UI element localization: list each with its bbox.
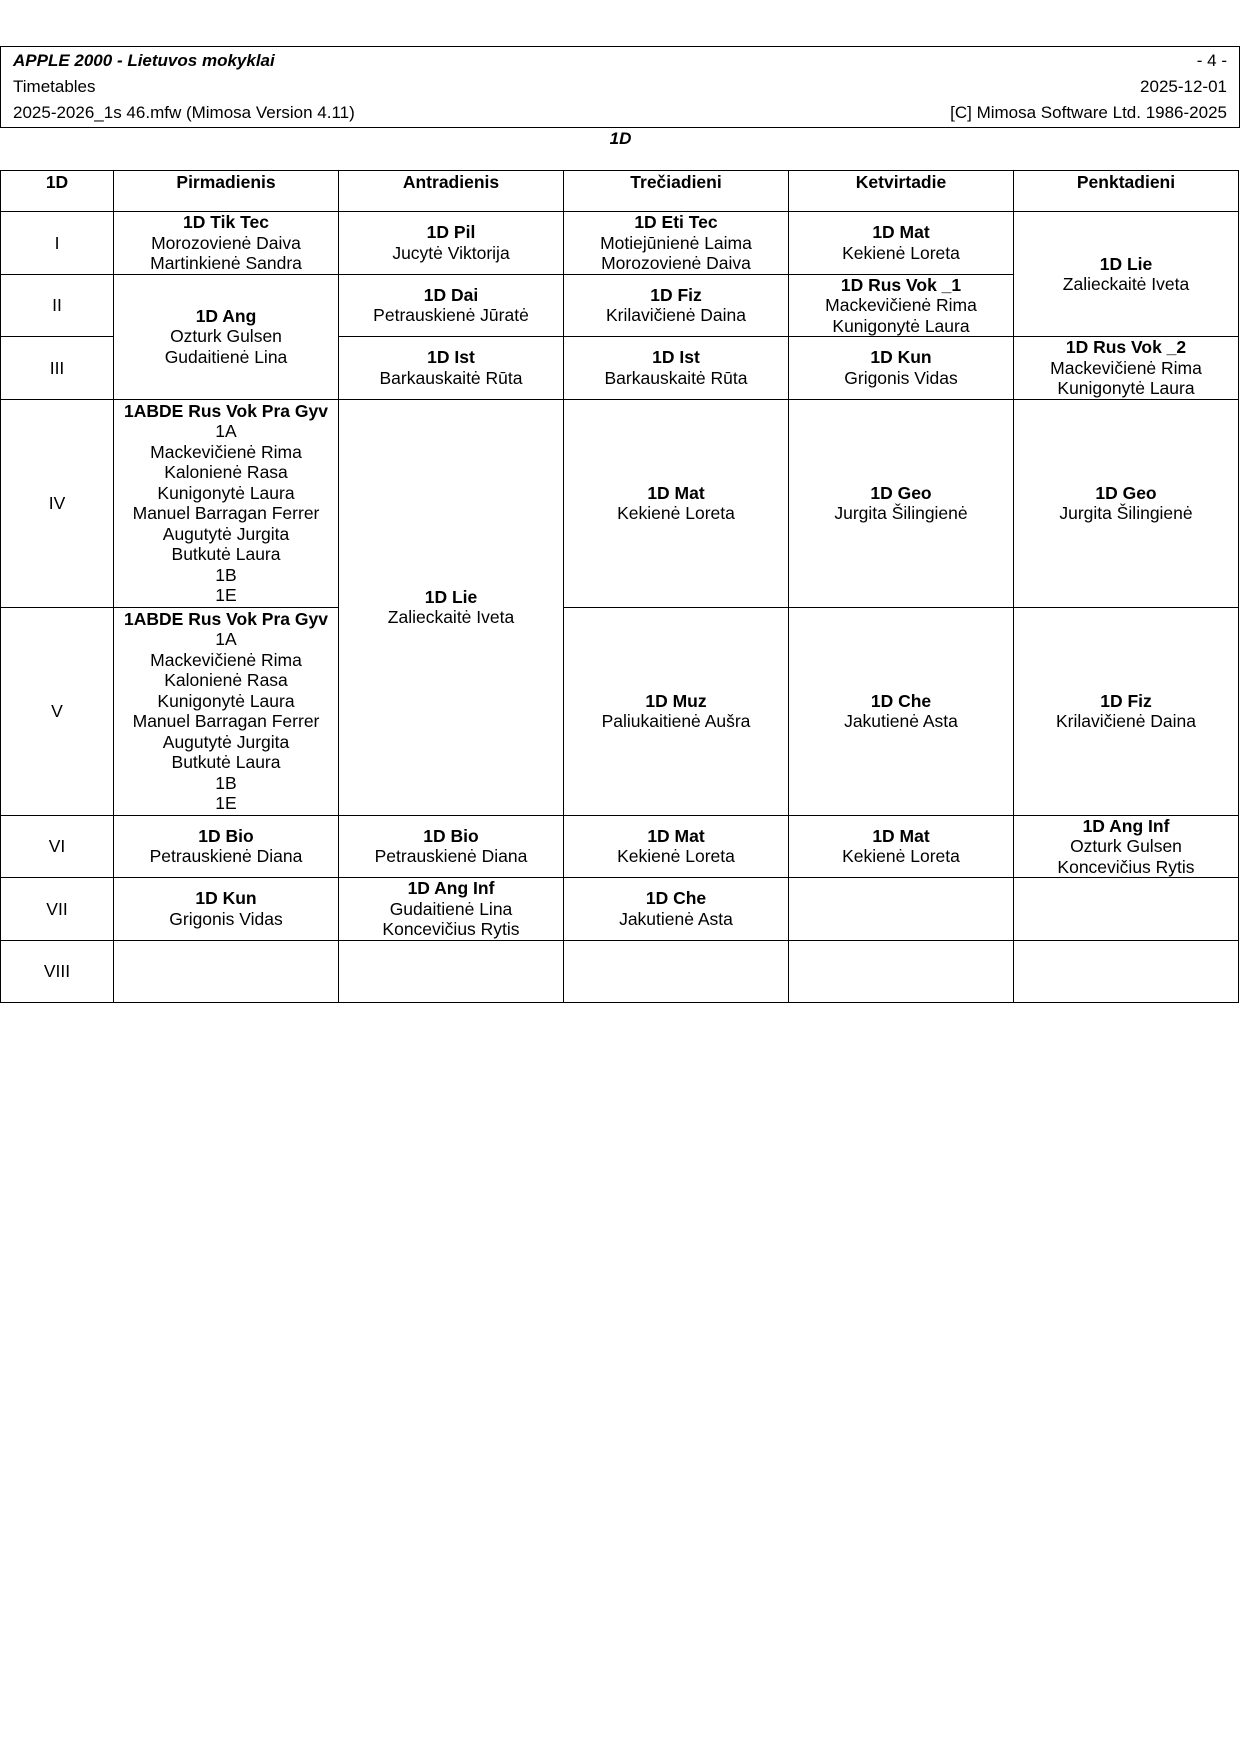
lesson-cell [789,815,1014,878]
lesson-cell [1014,212,1239,337]
day-header-tue: Antradienis [339,171,564,212]
subject-label: 1D Mat [872,825,930,846]
cell-detail: Morozovienė Daiva [151,232,301,253]
timetable [0,170,1239,1003]
subject-label: 1D Rus Vok _2 [1065,337,1187,357]
period-row [1,940,1239,1002]
lesson-cell [1014,399,1239,607]
app-title: APPLE 2000 - Lietuvos mokyklai [13,51,275,70]
subject-label: 1ABDE Rus Vok Pra Gyv [124,608,328,629]
subject-label: 1D Che [870,690,932,711]
period-label: II [1,274,114,337]
period-row [1,878,1239,941]
day-header-wed: Trečiadieni [564,171,789,212]
lesson-cell [114,878,339,941]
cell-detail: Kekienė Loreta [617,846,735,867]
day-header-mon: Pirmadienis [114,171,339,212]
day-header-thu: Ketvirtadie [789,171,1014,212]
cell-detail: Kunigonytė Laura [1057,378,1195,398]
cell-detail: Jurgita Šilingienė [1059,503,1193,523]
empty-cell [114,940,339,1002]
cell-detail: Grigonis Vidas [169,908,283,929]
subject-label: 1D Lie [424,586,478,607]
cell-detail: Morozovienė Daiva [601,253,751,273]
cell-detail: Mackevičienė Rima [825,295,977,315]
cell-detail: Paliukaitienė Aušra [601,711,751,731]
lesson-cell [114,212,339,275]
cell-detail: Zalieckaitė Iveta [387,607,515,627]
report-header [0,46,1240,128]
empty-cell [564,940,789,1002]
lesson-cell [114,274,339,399]
period-row [1,607,1239,815]
subject-label: 1D Fiz [650,284,702,305]
empty-cell [1014,940,1239,1002]
cell-detail: Kekienė Loreta [842,846,960,867]
cell-detail: Zalieckaitė Iveta [1062,274,1190,294]
class-title: 1D [609,129,632,148]
subject-label: 1D Dai [423,284,479,305]
cell-detail: Kalonienė Rasa [164,462,288,482]
lesson-cell [789,212,1014,275]
subject-label: 1D Rus Vok _1 [840,274,962,295]
subject-label: 1D Muz [645,690,707,711]
lesson-cell [339,274,564,337]
cell-detail: Butkutė Laura [171,752,281,772]
empty-cell [789,878,1014,941]
cell-detail: Jakutienė Asta [844,711,958,731]
lesson-cell [564,212,789,275]
cell-detail: Petrauskienė Diana [374,846,528,867]
cell-detail: Manuel Barragan Ferrer [132,711,320,731]
cell-detail: 1A [215,421,237,441]
subject-label: 1D Geo [870,482,932,503]
cell-detail: Augutytė Jurgita [162,731,290,752]
subject-label: 1D Ist [652,347,700,368]
lesson-cell [339,815,564,878]
lesson-cell [789,337,1014,400]
cell-detail: Petrauskienė Diana [149,846,303,867]
period-row [1,399,1239,607]
cell-detail: Mackevičienė Rima [150,441,302,462]
subject-label: 1D Fiz [1100,690,1152,711]
cell-detail: Barkauskaitė Rūta [379,367,523,388]
page-number: - 4 - [1196,51,1227,70]
cell-detail: Kekienė Loreta [617,503,735,523]
subject-label: 1D Ang Inf [1082,815,1170,836]
cell-detail: Kunigonytė Laura [832,315,970,336]
lesson-cell [564,607,789,815]
lesson-cell [564,815,789,878]
lesson-cell [339,878,564,941]
subject-label: 1D Tik Tec [183,212,269,232]
cell-detail: Motiejūnienė Laima [600,232,752,253]
cell-detail: Krilavičienė Daina [1055,711,1197,731]
subject-label: 1D Che [645,888,707,909]
cell-detail: Mackevičienė Rima [1050,357,1202,378]
cell-detail: Jurgita Šilingienė [834,503,968,523]
subject-label: 1D Ist [427,347,475,368]
subject-label: 1D Bio [198,825,254,846]
lesson-cell [789,274,1014,337]
lesson-cell [564,399,789,607]
lesson-cell [564,274,789,337]
cell-detail: 1B [215,564,237,585]
subject-label: 1D Kun [870,347,932,368]
empty-cell [1014,878,1239,941]
cell-detail: Grigonis Vidas [844,367,958,388]
period-label: I [1,212,114,275]
corner-cell: 1D [1,171,114,212]
subject-label: 1D Eti Tec [634,212,718,232]
lesson-cell [114,815,339,878]
period-label: III [1,337,114,400]
cell-detail: Jakutienė Asta [619,908,733,929]
lesson-cell [1014,337,1239,400]
subject-label: 1ABDE Rus Vok Pra Gyv [124,400,328,421]
period-label: IV [1,399,114,607]
lesson-cell [1014,607,1239,815]
day-header-fri: Penktadieni [1014,171,1239,212]
file-name: 2025-2026_1s 46.mfw (Mimosa Version 4.11) [13,103,355,122]
cell-detail: 1E [215,585,237,605]
subject-label: 1D Ang Inf [407,878,495,898]
cell-detail: Ozturk Gulsen [170,326,282,347]
cell-detail: Krilavičienė Daina [605,305,747,326]
cell-detail: Martinkienė Sandra [150,253,302,273]
cell-detail: Ozturk Gulsen [1070,836,1182,856]
cell-detail: Jucytė Viktorija [392,242,510,263]
cell-detail: 1B [215,772,237,793]
period-row [1,212,1239,275]
subject-label: 1D Mat [872,222,930,243]
cell-detail: Koncevičius Rytis [1057,856,1195,877]
cell-detail: Manuel Barragan Ferrer [132,503,320,523]
copyright: [C] Mimosa Software Ltd. 1986-2025 [950,103,1227,122]
report-date: 2025-12-01 [1140,77,1227,96]
lesson-cell [339,399,564,815]
cell-detail: Mackevičienė Rima [150,649,302,670]
subject-label: 1D Ang [195,305,257,326]
period-label: V [1,607,114,815]
subject-label: 1D Mat [647,825,705,846]
period-row [1,815,1239,878]
lesson-cell [564,878,789,941]
subject-label: 1D Bio [423,825,479,846]
cell-detail: Petrauskienė Jūratė [373,305,529,326]
lesson-cell [1014,815,1239,878]
cell-detail: Gudaitienė Lina [164,346,288,367]
cell-detail: Butkutė Laura [171,544,281,564]
period-label: VI [1,815,114,878]
lesson-cell [339,337,564,400]
subject-label: 1D Pil [426,222,476,243]
subject-label: 1D Geo [1095,482,1157,503]
period-label: VIII [1,940,114,1002]
lesson-cell [564,337,789,400]
cell-detail: 1A [215,629,237,649]
cell-detail: Kalonienė Rasa [164,670,288,690]
report-type: Timetables [13,77,96,96]
subject-label: 1D Kun [195,888,257,909]
cell-detail: Gudaitienė Lina [389,898,513,919]
cell-detail: Kunigonytė Laura [157,690,295,711]
lesson-cell [114,399,339,607]
cell-detail: 1E [215,793,237,813]
cell-detail: Augutytė Jurgita [162,523,290,544]
empty-cell [789,940,1014,1002]
cell-detail: Barkauskaitė Rūta [604,367,748,388]
lesson-cell [114,607,339,815]
cell-detail: Koncevičius Rytis [382,919,520,939]
subject-label: 1D Lie [1099,253,1153,274]
cell-detail: Kunigonytė Laura [157,482,295,503]
cell-detail: Kekienė Loreta [842,242,960,263]
lesson-cell [339,212,564,275]
empty-cell [339,940,564,1002]
lesson-cell [789,607,1014,815]
period-label: VII [1,878,114,941]
header-row [1,171,1239,212]
lesson-cell [789,399,1014,607]
subject-label: 1D Mat [647,482,705,503]
